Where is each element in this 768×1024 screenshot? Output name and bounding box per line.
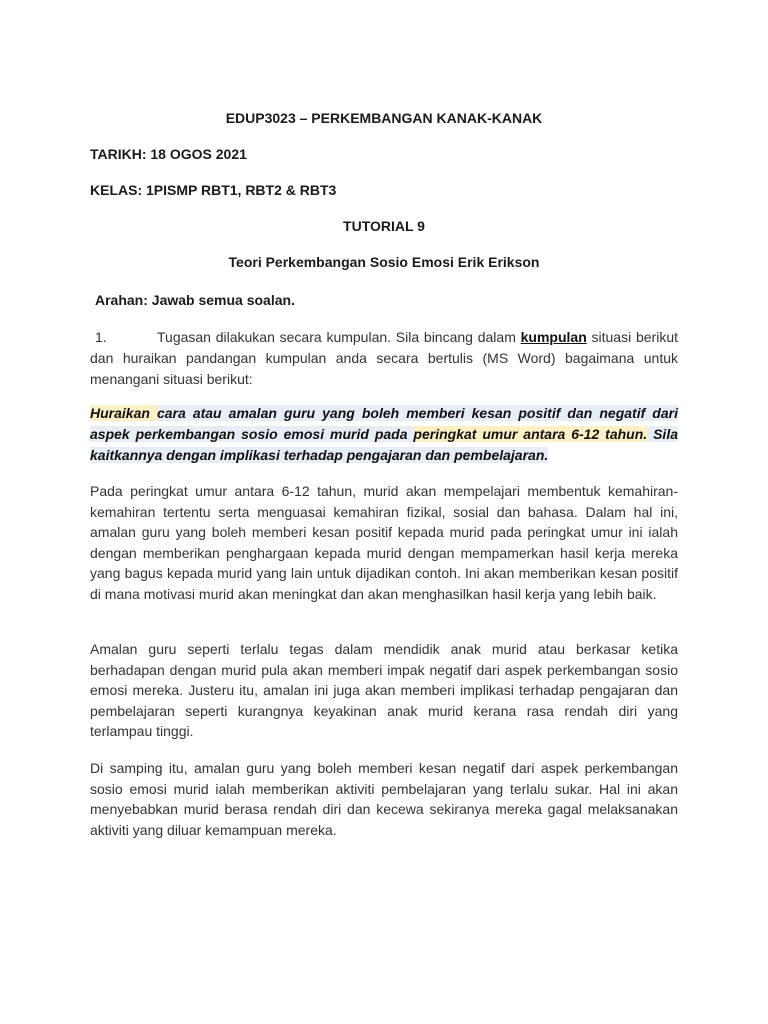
answer-paragraph-1: Pada peringkat umur antara 6-12 tahun, murid akan mempelajari membentuk kemahiran-kemahiran tertentu serta menguasai kemahiran fizikal, sosial dan bahasa. Dalam hal ini, amalan guru yang boleh memberi kesan positif kepada murid pada peringkat umur ini ialah dengan memberikan penghargaan kepada murid dengan mempamerkan hasil kerja mereka yang bagus kepada murid yang lain untuk dijadikan contoh. Ini akan memberikan kesan positif di mana motivasi murid akan meningkat dan akan menghasilkan hasil kerja yang lebih baik. <box>90 483 678 602</box>
question-block <box>90 403 678 466</box>
item-number: 1. <box>95 329 107 345</box>
course-title: EDUP3023 – PERKEMBANGAN KANAK-KANAK <box>225 110 543 126</box>
answer-paragraph-2: Amalan guru seperti terlalu tegas dalam mendidik anak murid atau berkasar ketika berhadapan dengan murid pula akan memberi impak negatif dari aspek perkembangan sosio emosi mereka. Justeru itu, amalan ini juga akan memberi implikasi terhadap pengajaran dan pembelajaran seperti kurangnya keyakinan anak murid kerana rasa rendah diri yang terlampau tinggi. <box>90 641 678 739</box>
item-text-after: situasi berikut dan huraikan pandangan kumpulan anda secara bertulis (MS Word) bagaimana untuk menangani situasi berikut: <box>90 329 678 387</box>
question-part-1: Huraikan <box>90 405 157 421</box>
item-text-before: Tugasan dilakukan secara kumpulan. Sila bincang dalam <box>157 329 521 345</box>
date-line: TARIKH: 18 OGOS 2021 <box>90 146 247 162</box>
class-line: KELAS: 1PISMP RBT1, RBT2 & RBT3 <box>90 182 337 198</box>
task-item-1 <box>90 327 678 390</box>
answer-paragraph-3: Di samping itu, amalan guru yang boleh memberi kesan negatif dari aspek perkembangan sosio emosi murid ialah memberikan aktiviti pembelajaran yang terlalu sukar. Hal ini akan menyebabkan murid berasa rendah diri dan kecewa sekiranya mereka gagal melaksanakan aktiviti yang diluar kemampuan mereka. <box>90 760 678 838</box>
question-part-4: Sila kaitkannya dengan implikasi terhadap pengajaran dan pembelajaran. <box>90 426 678 463</box>
item-emphasis: kumpulan <box>520 329 587 345</box>
instruction-line: Arahan: Jawab semua soalan. <box>95 292 295 308</box>
question-part-2: cara atau amalan guru yang boleh memberi kesan positif dan negatif dari aspek perkembangan sosio emosi murid pada <box>90 405 678 442</box>
question-part-3: peringkat umur antara 6-12 tahun. <box>413 426 648 442</box>
tutorial-title: TUTORIAL 9 <box>343 218 425 234</box>
topic-title: Teori Perkembangan Sosio Emosi Erik Erikson <box>228 254 540 270</box>
